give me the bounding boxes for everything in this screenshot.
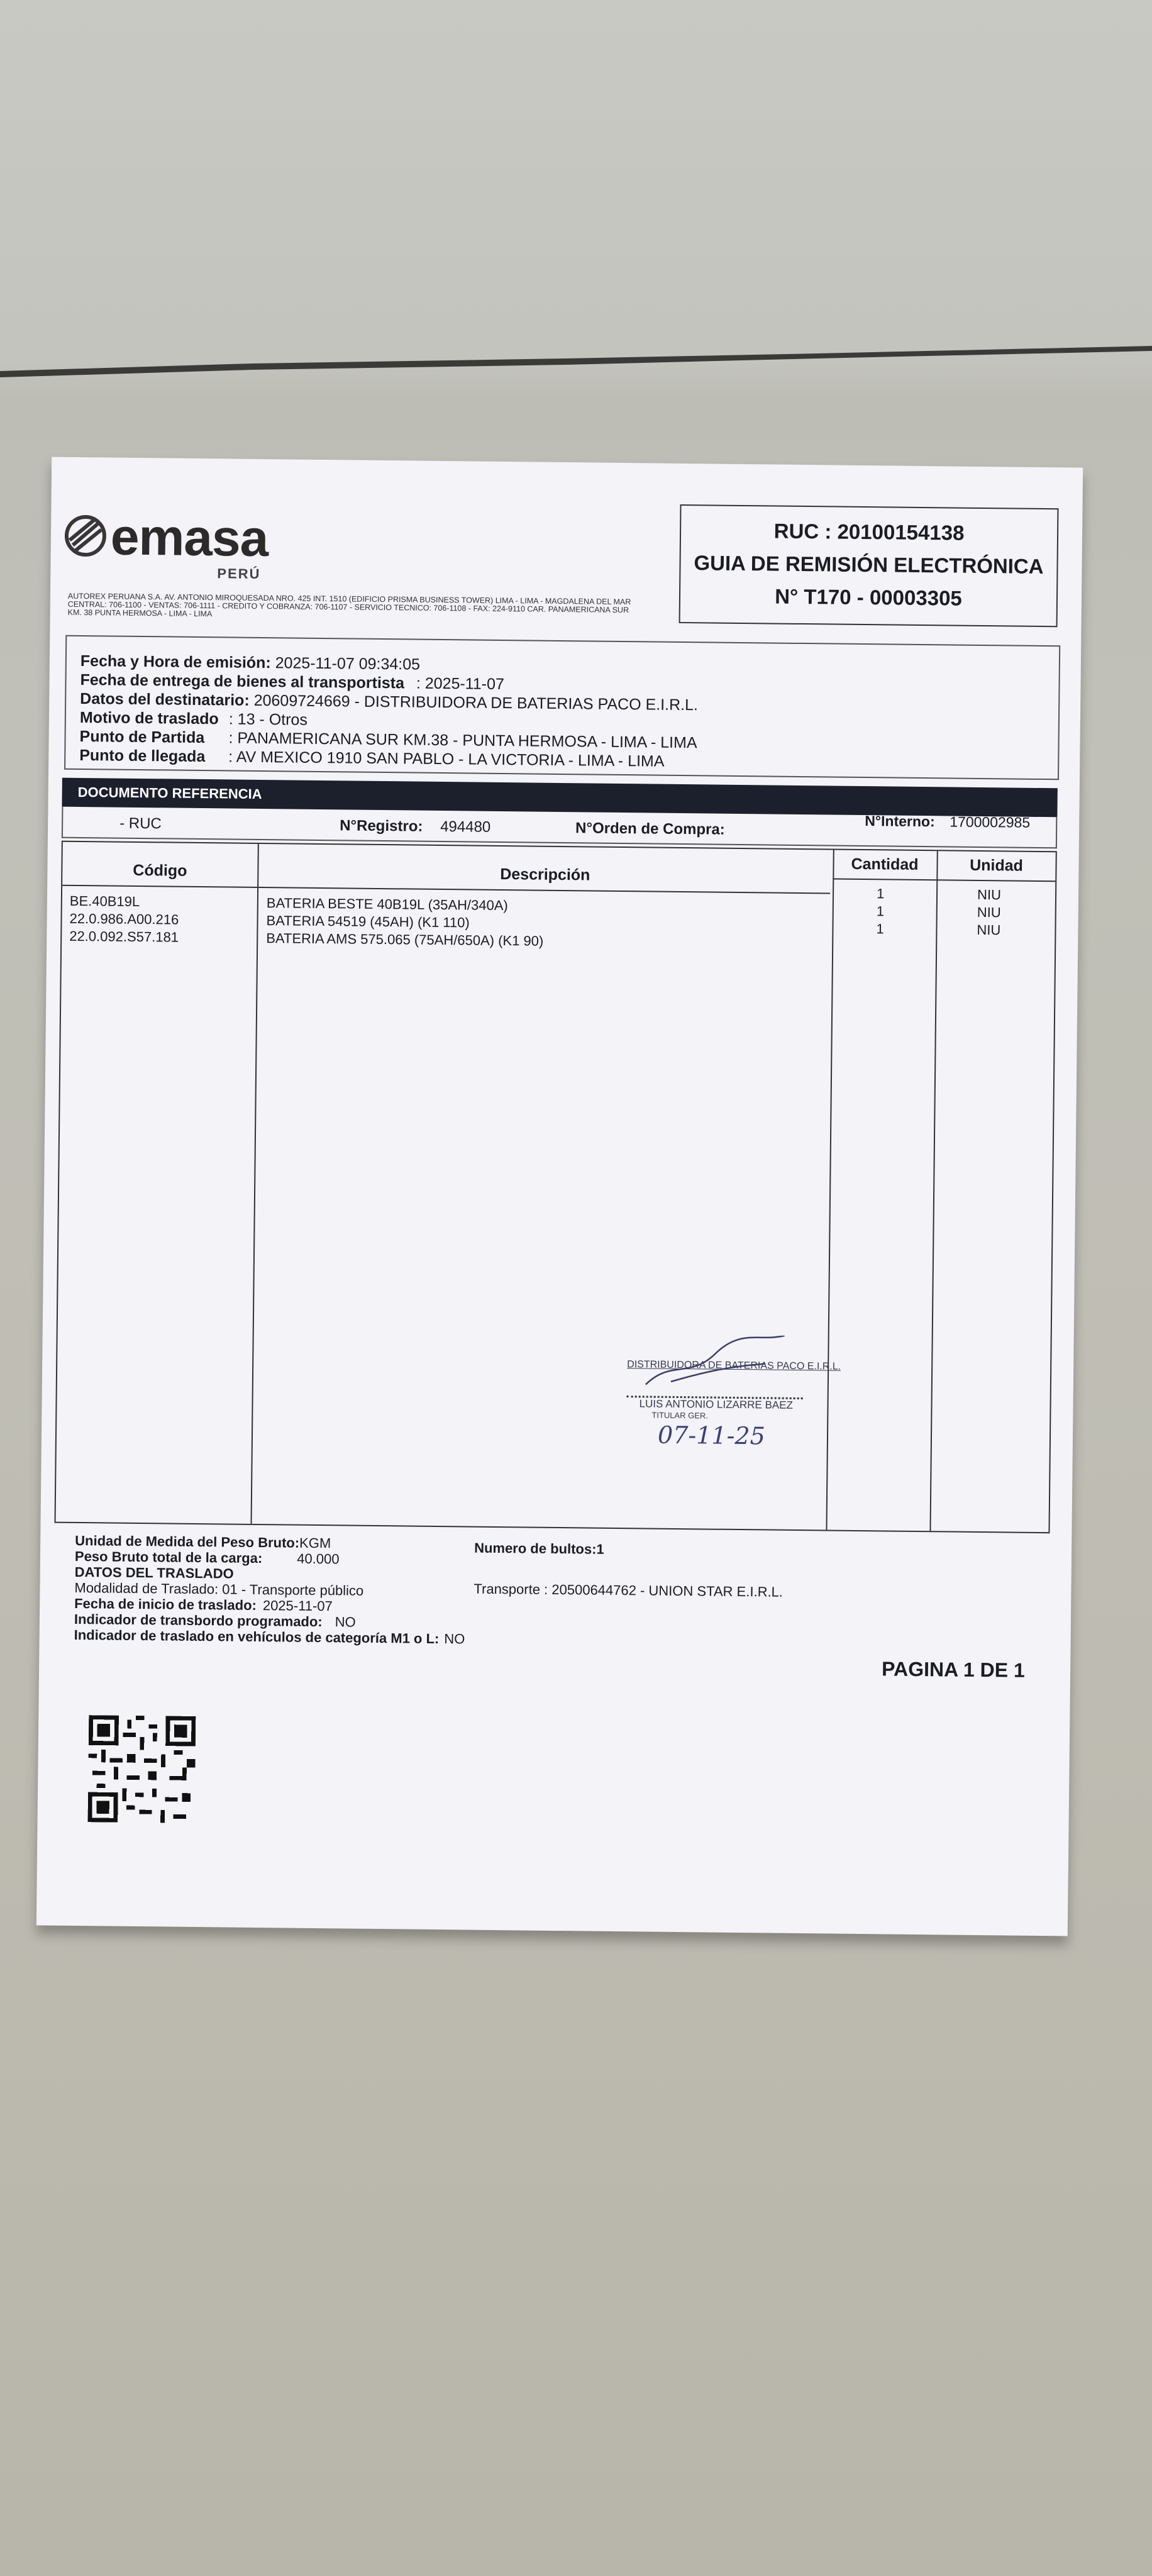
item-quantity: 1 — [876, 921, 884, 937]
handwritten-signature-icon — [633, 1334, 822, 1392]
header-divider — [833, 879, 1055, 882]
delivery-label: Fecha de entrega de bienes al transportista — [80, 670, 405, 692]
footer-start-row: Fecha de inicio de traslado: 2025-11-07 — [74, 1595, 333, 1614]
handwritten-date: 07-11-25 — [657, 1421, 766, 1450]
internal-label: N°Interno: — [865, 813, 935, 830]
recipient-label: Datos del destinatario: — [80, 689, 250, 709]
emission-row — [80, 652, 420, 674]
header-descripcion: Descripción — [500, 865, 590, 884]
column-divider — [929, 851, 938, 1531]
footer-transfer-title: DATOS DEL TRASLADO — [74, 1563, 234, 1582]
item-description: BATERIA AMS 575.065 (75AH/650A) (K1 90) — [266, 930, 544, 949]
footer-m1-row: Indicador de traslado en vehículos de categoría M1 o L: NO — [74, 1626, 465, 1647]
registro-label: N°Registro: — [340, 817, 423, 835]
item-unit: NIU — [977, 921, 1001, 938]
table-row: 22.0.092.S57.181 — [69, 928, 179, 945]
reference-ruc: - RUC — [119, 814, 162, 833]
item-description: BATERIA 54519 (45AH) (K1 110) — [266, 913, 470, 931]
delivery-value: : 2025-11-07 — [416, 674, 504, 694]
signer-name: LUIS ANTONIO LIZARRE BAEZ — [639, 1397, 794, 1411]
header-cantidad: Cantidad — [851, 855, 919, 874]
table-row: BE.40B19L — [69, 892, 140, 909]
footer-carrier: Transporte : 20500644762 - UNION STAR E.I.R.L. — [474, 1580, 784, 1600]
ruc-box — [679, 504, 1059, 627]
origin-value: : PANAMERICANA SUR KM.38 - PUNTA HERMOSA - LIMA - LIMA — [228, 729, 697, 752]
footer-packages: Numero de bultos:1 — [474, 1540, 604, 1557]
column-divider — [251, 844, 259, 1524]
emission-value: 2025-11-07 09:34:05 — [275, 654, 421, 674]
company-country: PERÚ — [217, 565, 261, 582]
item-quantity: 1 — [876, 903, 885, 919]
document-type: GUIA DE REMISIÓN ELECTRÓNICA — [694, 551, 1044, 579]
table-row: 22.0.986.A00.216 — [69, 910, 179, 928]
footer-modality: Modalidad de Traslado: 01 - Transporte público — [74, 1579, 364, 1599]
company-address: AUTOREX PERUANA S.A. AV. ANTONIO MIROQUESADA NRO. 425 INT. 1510 (EDIFICIO PRISMA BUSINESS TOWER) LIMA - LIMA - MAGDALENA DEL MAR CENTRAL: 706-1100 - VENTAS: 706-1111 - CREDITO Y COBRANZA: 706-1107 - SERVICIO TECNICO: 706-1108 - FAX: 224-9110 CAR. PANAMERICANA SUR KM. 38 PUNTA HERMOSA - LIMA - LIMA — [67, 591, 631, 619]
stamp-company: DISTRIBUIDORA DE BATERIAS PACO E.I.R.L. — [627, 1359, 841, 1372]
emasa-logo-icon — [64, 514, 108, 558]
footer-unit-row: Unidad de Medida del Peso Bruto:KGM — [75, 1532, 331, 1552]
reason-value: : 13 - Otros — [228, 710, 308, 729]
internal-value: 1700002985 — [950, 813, 1031, 831]
item-unit: NIU — [977, 904, 1001, 921]
header-unidad: Unidad — [970, 856, 1024, 875]
destination-value: : AV MEXICO 1910 SAN PABLO - LA VICTORIA - LIMA - LIMA — [228, 748, 665, 770]
signature-stamp — [626, 1359, 841, 1451]
header-codigo: Código — [133, 861, 187, 880]
document-number: N° T170 - 00003305 — [775, 584, 962, 610]
document-sheet — [36, 457, 1083, 1936]
ruc-number: RUC : 20100154138 — [773, 519, 965, 545]
header-divider — [62, 885, 830, 894]
qr-code-icon — [88, 1715, 196, 1823]
items-table — [55, 841, 1057, 1534]
reference-title-bar: DOCUMENTO REFERENCIA — [62, 778, 1057, 818]
purchase-order-label: N°Orden de Compra: — [575, 819, 725, 838]
footer-transshipment-row: Indicador de transbordo programado: NO — [74, 1611, 356, 1630]
origin-label: Punto de Partida — [79, 727, 205, 747]
recipient-value: 20609724669 - DISTRIBUIDORA DE BATERIAS PACO E.I.R.L. — [253, 691, 699, 714]
floor-crack — [0, 340, 1152, 384]
item-unit: NIU — [977, 886, 1002, 903]
shipment-info-box — [64, 635, 1060, 780]
footer-weight-row: Peso Bruto total de la carga: 40.000 — [74, 1548, 340, 1567]
reason-label: Motivo de traslado — [79, 708, 219, 728]
company-logo-text: emasa — [110, 508, 269, 568]
item-description: BATERIA BESTE 40B19L (35AH/340A) — [266, 895, 508, 914]
registro-value: 494480 — [440, 818, 491, 836]
emission-label: Fecha y Hora de emisión: — [80, 652, 271, 672]
reason-row — [80, 709, 307, 730]
page-indicator: PAGINA 1 DE 1 — [881, 1657, 1025, 1682]
destination-label: Punto de llegada — [79, 746, 206, 766]
signer-role: TITULAR GER. — [651, 1410, 709, 1421]
item-quantity: 1 — [876, 886, 885, 902]
